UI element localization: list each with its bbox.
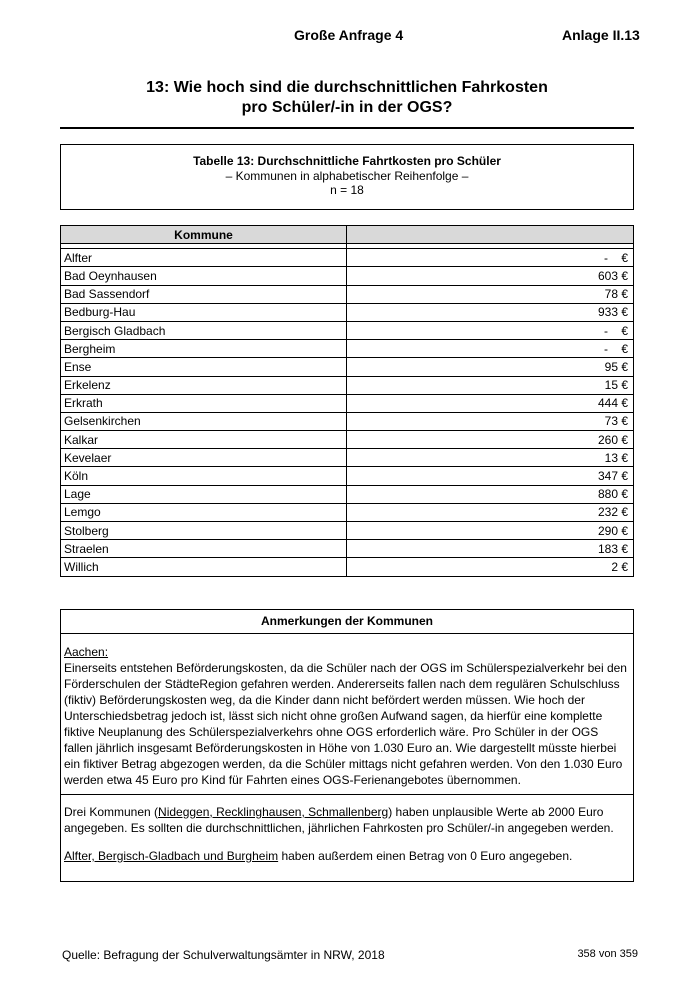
- table-row: [61, 340, 634, 358]
- notes-zero-text: haben außerdem einen Betrag von 0 Euro angegeben.: [278, 849, 573, 863]
- caption-sample-size: n = 18: [330, 183, 364, 197]
- title-divider: [60, 127, 634, 129]
- header-appendix: Anlage II.13: [562, 27, 640, 43]
- notes-aachen-text: Einerseits entstehen Beförderungskosten, da die Schüler nach der OGS im Schülerspezialverkehr bei den Förderschulen der StädteRegion gefahren werden. Andererseits fallen nach dem regulären Schulschluss (fiktiv) Beförderungskosten weg, da die Kinder dann nicht befördert werden müssen. Wie hoch der Unterschiedsbetrag jedoch ist, lässt sich nicht ohne großen Aufwand sagen, da hierfür eine komplette fiktive Neuplanung des Schülerspezialverkehrs ohne OGS erforderlich wäre. Pro Schüler in der OGS fallen jährlich insgesamt Beförderungskosten in Höhe von 1.030 Euro an. Wie dargestellt müsste hierbei ein fiktiver Betrag abgezogen werden, da die Schüler mittags nicht gefahren werden. Von den 1.030 Euro werden etwa 45 Euro pro Kind für Fahrten eines OGS-Ferienangebotes übernommen.: [64, 661, 627, 787]
- kommune-cell: Köln: [61, 467, 347, 485]
- table-header-row: [61, 226, 634, 244]
- cost-cell: 933 €: [347, 303, 634, 321]
- cost-cell: 603 €: [347, 267, 634, 285]
- table-row: [61, 467, 634, 485]
- notes-zero-towns: Alfter, Bergisch-Gladbach und Burgheim: [64, 849, 279, 863]
- table-row: [61, 394, 634, 412]
- table-row: [61, 522, 634, 540]
- kommune-cell: Lemgo: [61, 503, 347, 521]
- cost-table: [60, 225, 634, 577]
- table-row: [61, 431, 634, 449]
- cost-cell: 73 €: [347, 412, 634, 430]
- table-row: [61, 285, 634, 303]
- cost-cell: 347 €: [347, 467, 634, 485]
- cost-cell: 78 €: [347, 285, 634, 303]
- cost-cell: 95 €: [347, 358, 634, 376]
- kommune-cell: Gelsenkirchen: [61, 412, 347, 430]
- kommune-cell: Erkrath: [61, 394, 347, 412]
- notes-zero: [64, 848, 630, 864]
- kommune-cell: Ense: [61, 358, 347, 376]
- footer-source: Quelle: Befragung der Schulverwaltungsämter in NRW, 2018: [62, 948, 385, 962]
- cost-cell: 260 €: [347, 431, 634, 449]
- table-row: [61, 558, 634, 576]
- notes-general: [61, 795, 633, 864]
- table-row: [61, 449, 634, 467]
- cost-cell: - €: [347, 340, 634, 358]
- cost-cell: 232 €: [347, 503, 634, 521]
- kommune-cell: Kevelaer: [61, 449, 347, 467]
- caption-subtitle: – Kommunen in alphabetischer Reihenfolge –: [225, 169, 469, 183]
- kommune-cell: Bergisch Gladbach: [61, 321, 347, 339]
- notes-box: [60, 609, 634, 882]
- table-row: [61, 412, 634, 430]
- notes-implausible-towns: Nideggen, Recklinghausen, Schmallenberg: [158, 805, 389, 819]
- table-row: [61, 503, 634, 521]
- cost-cell: 15 €: [347, 376, 634, 394]
- cost-cell: 183 €: [347, 540, 634, 558]
- kommune-cell: Lage: [61, 485, 347, 503]
- table-row: [61, 358, 634, 376]
- table-row: [61, 267, 634, 285]
- cost-cell: - €: [347, 321, 634, 339]
- cost-cell: - €: [347, 249, 634, 267]
- table-row: [61, 303, 634, 321]
- notes-aachen-label: Aachen:: [64, 645, 109, 659]
- table-caption: [60, 144, 634, 210]
- header-title: Große Anfrage 4: [294, 27, 404, 43]
- kommune-cell: Kalkar: [61, 431, 347, 449]
- kommune-cell: Bad Oeynhausen: [61, 267, 347, 285]
- caption-title: Tabelle 13: Durchschnittliche Fahrtkosten pro Schüler: [193, 154, 501, 168]
- kommune-cell: Alfter: [61, 249, 347, 267]
- kommune-cell: Erkelenz: [61, 376, 347, 394]
- table-row: [61, 485, 634, 503]
- table-row: [61, 321, 634, 339]
- column-header-kommune: Kommune: [61, 226, 347, 244]
- table-row: [61, 249, 634, 267]
- kommune-cell: Bergheim: [61, 340, 347, 358]
- notes-implausible-a: Drei Kommunen (: [64, 805, 159, 819]
- table-row: [61, 376, 634, 394]
- kommune-cell: Willich: [61, 558, 347, 576]
- notes-heading: Anmerkungen der Kommunen: [61, 610, 633, 634]
- cost-cell: 290 €: [347, 522, 634, 540]
- notes-implausible: [64, 804, 630, 836]
- page-title-line1: 13: Wie hoch sind die durchschnittlichen Fahrkosten: [146, 79, 548, 96]
- cost-cell: 444 €: [347, 394, 634, 412]
- footer-page-number: 358 von 359: [577, 948, 638, 960]
- kommune-cell: Bad Sassendorf: [61, 285, 347, 303]
- kommune-cell: Straelen: [61, 540, 347, 558]
- kommune-cell: Bedburg-Hau: [61, 303, 347, 321]
- cost-cell: 13 €: [347, 449, 634, 467]
- notes-aachen: [61, 634, 633, 795]
- table-row: [61, 540, 634, 558]
- cost-cell: 2 €: [347, 558, 634, 576]
- page-title-line2: pro Schüler/-in in der OGS?: [241, 99, 453, 116]
- column-header-value: [347, 226, 634, 244]
- page-title: [60, 78, 634, 118]
- notes-implausible-b: ) haben unplausible Werte ab 2000 Euro angegeben. Es sollten die durchschnittlichen, jährlichen Fahrkosten pro Schüler/-in angegeben werden.: [64, 805, 614, 835]
- kommune-cell: Stolberg: [61, 522, 347, 540]
- cost-cell: 880 €: [347, 485, 634, 503]
